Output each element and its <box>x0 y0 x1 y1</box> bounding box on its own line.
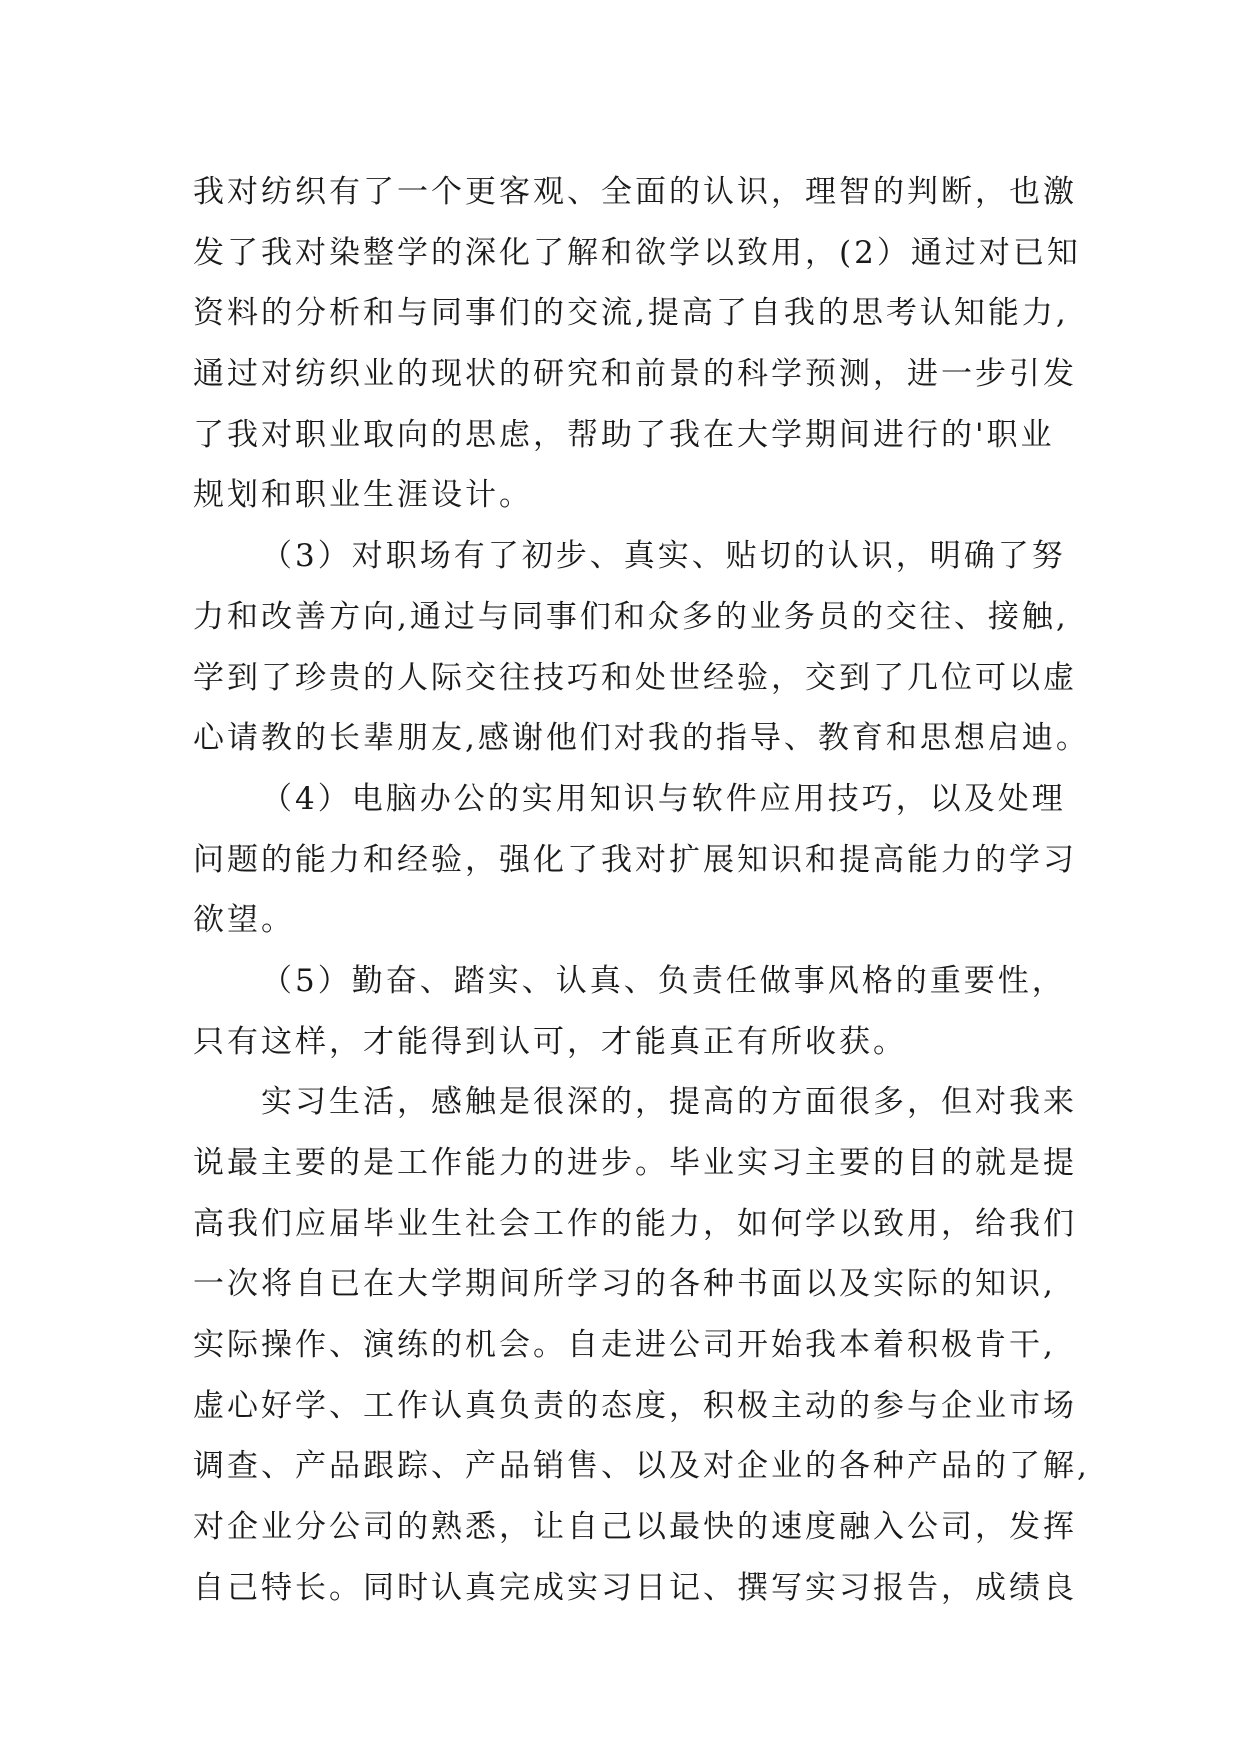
text-line: （4）电脑办公的实用知识与软件应用技巧，以及处理 <box>261 780 1066 817</box>
text-line: 力和改善方向,通过与同事们和众多的业务员的交往、接触, <box>193 598 1069 635</box>
text-line: 了我对职业取向的思虑，帮助了我在大学期间进行的'职业 <box>193 416 1055 453</box>
text-line: 心请教的长辈朋友,感谢他们对我的指导、教育和思想启迪。 <box>193 720 1090 757</box>
text-line: 规划和职业生涯设计。 <box>193 477 533 514</box>
text-line: 实习生活，感触是很深的，提高的方面很多，但对我来 <box>261 1084 1077 1121</box>
text-line: 一次将自已在大学期间所学习的各种书面以及实际的知识, <box>193 1266 1056 1303</box>
text-line: 学到了珍贵的人际交往技巧和处世经验，交到了几位可以虚 <box>193 659 1077 696</box>
text-line: 高我们应届毕业生社会工作的能力，如何学以致用，给我们 <box>193 1205 1077 1242</box>
text-line: 只有这样，才能得到认可，才能真正有所收获。 <box>193 1023 907 1060</box>
text-line: 欲望。 <box>193 902 295 939</box>
body-text <box>193 162 1093 1619</box>
text-line: 我对纺织有了一个更客观、全面的认识，理智的判断，也激 <box>193 174 1077 210</box>
text-line: （3）对职场有了初步、真实、贴切的认识，明确了努 <box>261 538 1066 575</box>
text-line: （5）勤奋、踏实、认真、负责任做事风格的重要性， <box>261 962 1066 999</box>
text-line: 问题的能力和经验，强化了我对扩展知识和提高能力的学习 <box>193 841 1077 878</box>
text-line: 发了我对染整学的深化了解和欲学以致用，(2）通过对已知 <box>193 234 1081 271</box>
text-line: 资料的分析和与同事们的交流,提高了自我的思考认知能力, <box>193 295 1069 332</box>
text-line: 调查、产品跟踪、产品销售、以及对企业的各种产品的了解, <box>193 1448 1090 1485</box>
text-line: 说最主要的是工作能力的进步。毕业实习主要的目的就是提 <box>193 1145 1077 1181</box>
text-line: 通过对纺织业的现状的研究和前景的科学预测，进一步引发 <box>193 356 1077 393</box>
text-line: 自己特长。同时认真完成实习日记、撰写实习报告，成绩良 <box>193 1569 1077 1606</box>
text-line: 虚心好学、工作认真负责的态度，积极主动的参与企业市场 <box>193 1387 1077 1424</box>
text-line: 实际操作、演练的机会。自走进公司开始我本着积极肯干, <box>193 1327 1056 1364</box>
text-line: 对企业分公司的熟悉，让自己以最快的速度融入公司，发挥 <box>193 1509 1077 1546</box>
